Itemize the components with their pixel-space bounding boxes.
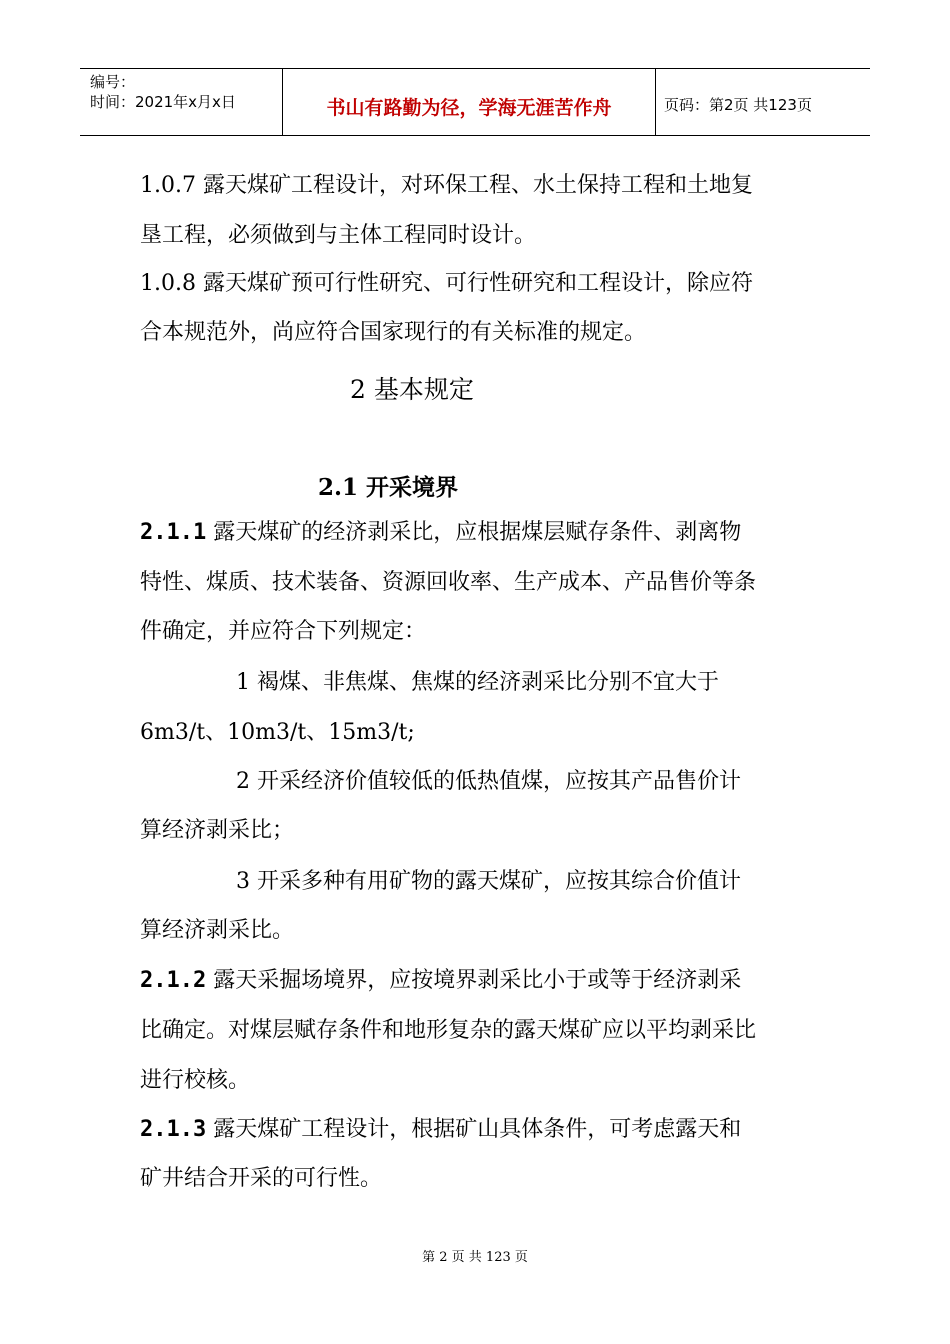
time-label: 时间：2021年x月x日 bbox=[90, 93, 236, 111]
clause-2-1-3-line-2: 矿井结合开采的可行性。 bbox=[140, 1166, 383, 1191]
item-1-line-2: 6m3/t、10m3/t、15m3/t; bbox=[140, 720, 415, 745]
page-footer: 第 2 页 共 123 页 bbox=[422, 1250, 528, 1265]
clause-2-1-2-text: 露天采掘场境界，应按境界剥采比小于或等于经济剥采 bbox=[206, 968, 742, 993]
motto-text: 书山有路勤为径，学海无涯苦作舟 bbox=[326, 97, 612, 119]
page-header bbox=[80, 68, 870, 136]
number-label: 编号： bbox=[90, 73, 136, 91]
clause-2-1-2-number: 2.1.2 bbox=[140, 968, 207, 993]
clause-1-0-8-line-2: 合本规范外，尚应符合国家现行的有关标准的规定。 bbox=[140, 320, 647, 345]
clause-2-1-3-text: 露天煤矿工程设计，根据矿山具体条件，可考虑露天和 bbox=[206, 1117, 742, 1142]
clause-2-1-3-line-1 bbox=[140, 1115, 741, 1145]
item-3-line-2: 算经济剥采比。 bbox=[140, 918, 295, 943]
clause-2-1-1-line-1 bbox=[140, 518, 741, 548]
clause-2-1-1-number: 2.1.1 bbox=[140, 520, 207, 545]
clause-2-1-3-number: 2.1.3 bbox=[140, 1117, 207, 1142]
clause-2-1-2-line-2: 比确定。对煤层赋存条件和地形复杂的露天煤矿应以平均剥采比 bbox=[140, 1018, 757, 1043]
header-page-cell bbox=[656, 69, 870, 135]
clause-2-1-1-line-2: 特性、煤质、技术装备、资源回收率、生产成本、产品售价等条 bbox=[140, 570, 757, 595]
clause-1-0-7-line-2: 垦工程，必须做到与主体工程同时设计。 bbox=[140, 223, 537, 248]
clause-2-1-1-text: 露天煤矿的经济剥采比，应根据煤层赋存条件、剥离物 bbox=[206, 520, 742, 545]
item-2-line-1: 2 开采经济价值较低的低热值煤，应按其产品售价计 bbox=[236, 769, 741, 794]
clause-1-0-7-line-1: 1.0.7 露天煤矿工程设计，对环保工程、水土保持工程和土地复 bbox=[140, 173, 753, 198]
header-meta bbox=[80, 69, 282, 135]
clause-2-1-2-line-3: 进行校核。 bbox=[140, 1068, 251, 1093]
header-motto-cell bbox=[282, 69, 656, 135]
chapter-title: 2 基本规定 bbox=[350, 375, 474, 404]
section-title: 2.1 开采境界 bbox=[318, 474, 459, 501]
item-1-line-1: 1 褐煤、非焦煤、焦煤的经济剥采比分别不宜大于 bbox=[236, 670, 719, 695]
clause-2-1-2-line-1 bbox=[140, 966, 741, 996]
clause-2-1-1-line-3: 件确定，并应符合下列规定： bbox=[140, 619, 427, 644]
item-2-line-2: 算经济剥采比； bbox=[140, 818, 295, 843]
header-page-info: 页码：第2页 共123页 bbox=[664, 96, 812, 114]
clause-1-0-8-line-1: 1.0.8 露天煤矿预可行性研究、可行性研究和工程设计，除应符 bbox=[140, 271, 753, 296]
item-3-line-1: 3 开采多种有用矿物的露天煤矿，应按其综合价值计 bbox=[236, 869, 741, 894]
